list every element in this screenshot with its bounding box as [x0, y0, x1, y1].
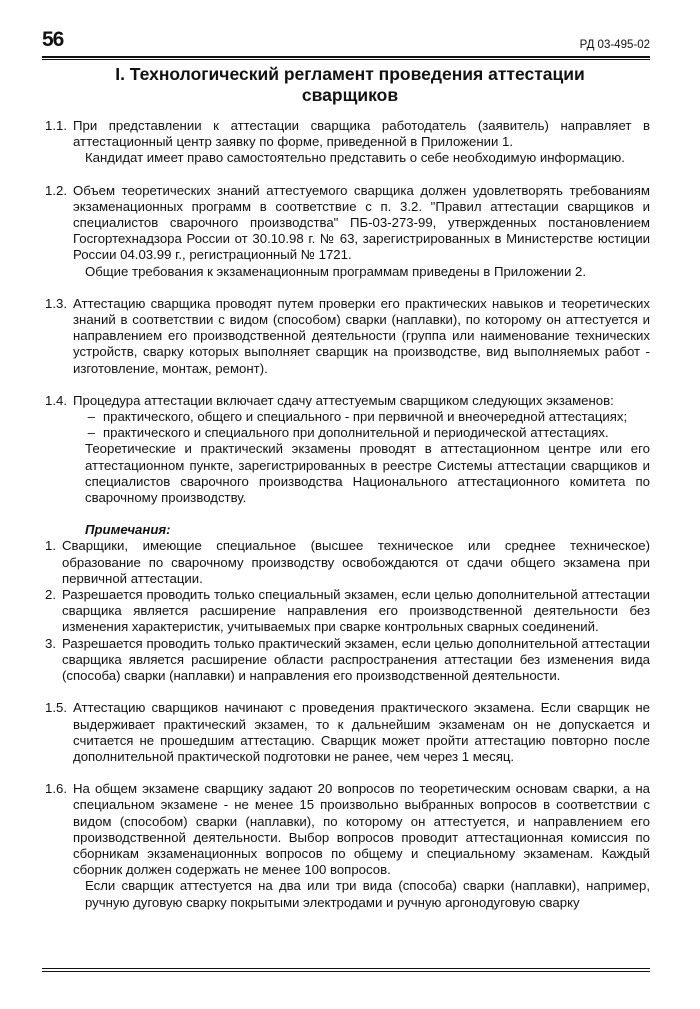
paragraph-number: 1.6. [45, 781, 67, 797]
note-number: 3. [45, 635, 56, 651]
paragraph-number: 1.2. [45, 182, 67, 198]
paragraph-text: Теоретические и практический экзамены проводят в аттестационном центре или его аттестационном пункте, зарегистрированных в реестре Системы аттестации сварщиков и специалистов сварочного производства Национального аттестационного комитета по сварочному производству. [85, 441, 650, 506]
page-number: 56 [42, 28, 64, 51]
footer-rule [42, 968, 650, 969]
paragraph-number: 1.1. [45, 118, 67, 133]
paragraph-1-5 [45, 700, 650, 765]
paragraph-text: Аттестацию сварщиков начинают с проведения практического экзамена. Если сварщик не выдерживает практический экзамен, то к дальнейшим экзаменам он не допускается и считается не прошедшим аттестацию. Сварщик может пройти аттестацию повторно после дополнительной практической подготовки не ранее, чем через 1 месяц. [73, 700, 650, 764]
section-title [60, 64, 640, 106]
note-number: 1. [45, 538, 56, 554]
note-2 [45, 587, 650, 636]
paragraph-text: Общие требования к экзаменационным программам приведены в Приложении 2. [85, 263, 587, 279]
paragraph-text: Если сварщик аттестуется на два или три вида (способа) сварки (наплавки), например, ручную дуговую сварку покрытыми электродами и ручную аргонодуговую сварку [85, 878, 650, 910]
note-3 [45, 636, 650, 685]
header-rule [42, 56, 650, 60]
paragraph-text: Объем теоретических знаний аттестуемого сварщика должен удовлетворять требованиям экзаменационных программ в соответствие с п. 3.2. "Правил аттестации сварщиков и специалистов сварочного производства" ПБ-03-273-99, утвержденных постановлением Госгортехнадзора России от 30.10.98 г. № 63, зарегистрированных в Министерстве юстиции России 04.03.99 г., регистрационный № 1721. [73, 182, 650, 263]
note-text: Разрешается проводить только практический экзамен, если целью дополнительной аттестации сварщика является расширение области распространения аттестации без изменения вида (способа) сварки (наплавки) и направления его производственной деятельности. [62, 635, 650, 684]
note-text: Разрешается проводить только специальный экзамен, если целью дополнительной аттестации сварщика является расширение направления его производственной деятельности без изменения характеристик, учитываемых при сварке контрольных сварных соединений. [62, 587, 650, 635]
paragraph-number: 1.5. [45, 700, 67, 716]
paragraph-1-1 [45, 118, 650, 167]
paragraph-1-2 [45, 183, 650, 280]
paragraph-1-4 [45, 393, 650, 506]
document-body [45, 118, 650, 911]
paragraph-text: При представлении к аттестации сварщика работодатель (заявитель) направляет в аттестационный центр заявку по форме, приведенной в Приложении 1. [73, 118, 650, 150]
note-1 [45, 538, 650, 587]
paragraph-text: Кандидат имеет право самостоятельно представить о себе необходимую информацию. [85, 150, 625, 166]
paragraph-number: 1.4. [45, 392, 67, 408]
paragraph-text: Аттестацию сварщика проводят путем проверки его практических навыков и теоретических знаний в соответствии с видом (способом) сварки (наплавки), по которому он аттестуется и направлением его производственной деятельности (группа или наименование технических устройств, сварку которых выполняет сварщик на производстве, вид выполняемых работ - изготовление, монтаж, ремонт). [73, 295, 650, 376]
footer-rule [42, 971, 650, 972]
section-title-line1: I. Технологический регламент проведения аттестации [115, 64, 585, 84]
list-item: – практического и специального при дополнительной и периодической аттестациях. [87, 425, 609, 441]
paragraph-1-3 [45, 296, 650, 377]
paragraph-text: На общем экзамене сварщику задают 20 вопросов по теоретическим основам сварки, а на специальном экзамене - не менее 15 произвольно выбранных вопросов в соответствии с видом (способом) сварки (наплавки), по которому он аттестуется, и направлением его производственной деятельности. Выбор вопросов проводит аттестационная комиссия по сборникам экзаменационных вопросов по общему и специальному экзаменам. Каждый сборник должен содержать не менее 100 вопросов. [73, 781, 650, 878]
document-code: РД 03-495-02 [579, 39, 650, 51]
note-number: 2. [45, 587, 56, 603]
paragraph-text: Процедура аттестации включает сдачу аттестуемым сварщиком следующих экзаменов: [73, 392, 614, 408]
list-item: – практического, общего и специального - при первичной и внеочередной аттестациях; [87, 409, 628, 425]
page-header [42, 28, 650, 56]
notes-heading: Примечания: [85, 522, 171, 538]
paragraph-number: 1.3. [45, 295, 67, 311]
note-text: Сварщики, имеющие специальное (высшее техническое или среднее техническое) образование по сварочному производству освобождаются от сдачи общего экзамена при первичной аттестации. [62, 538, 650, 586]
section-title-line2: сварщиков [301, 85, 399, 105]
paragraph-1-6 [45, 781, 650, 911]
